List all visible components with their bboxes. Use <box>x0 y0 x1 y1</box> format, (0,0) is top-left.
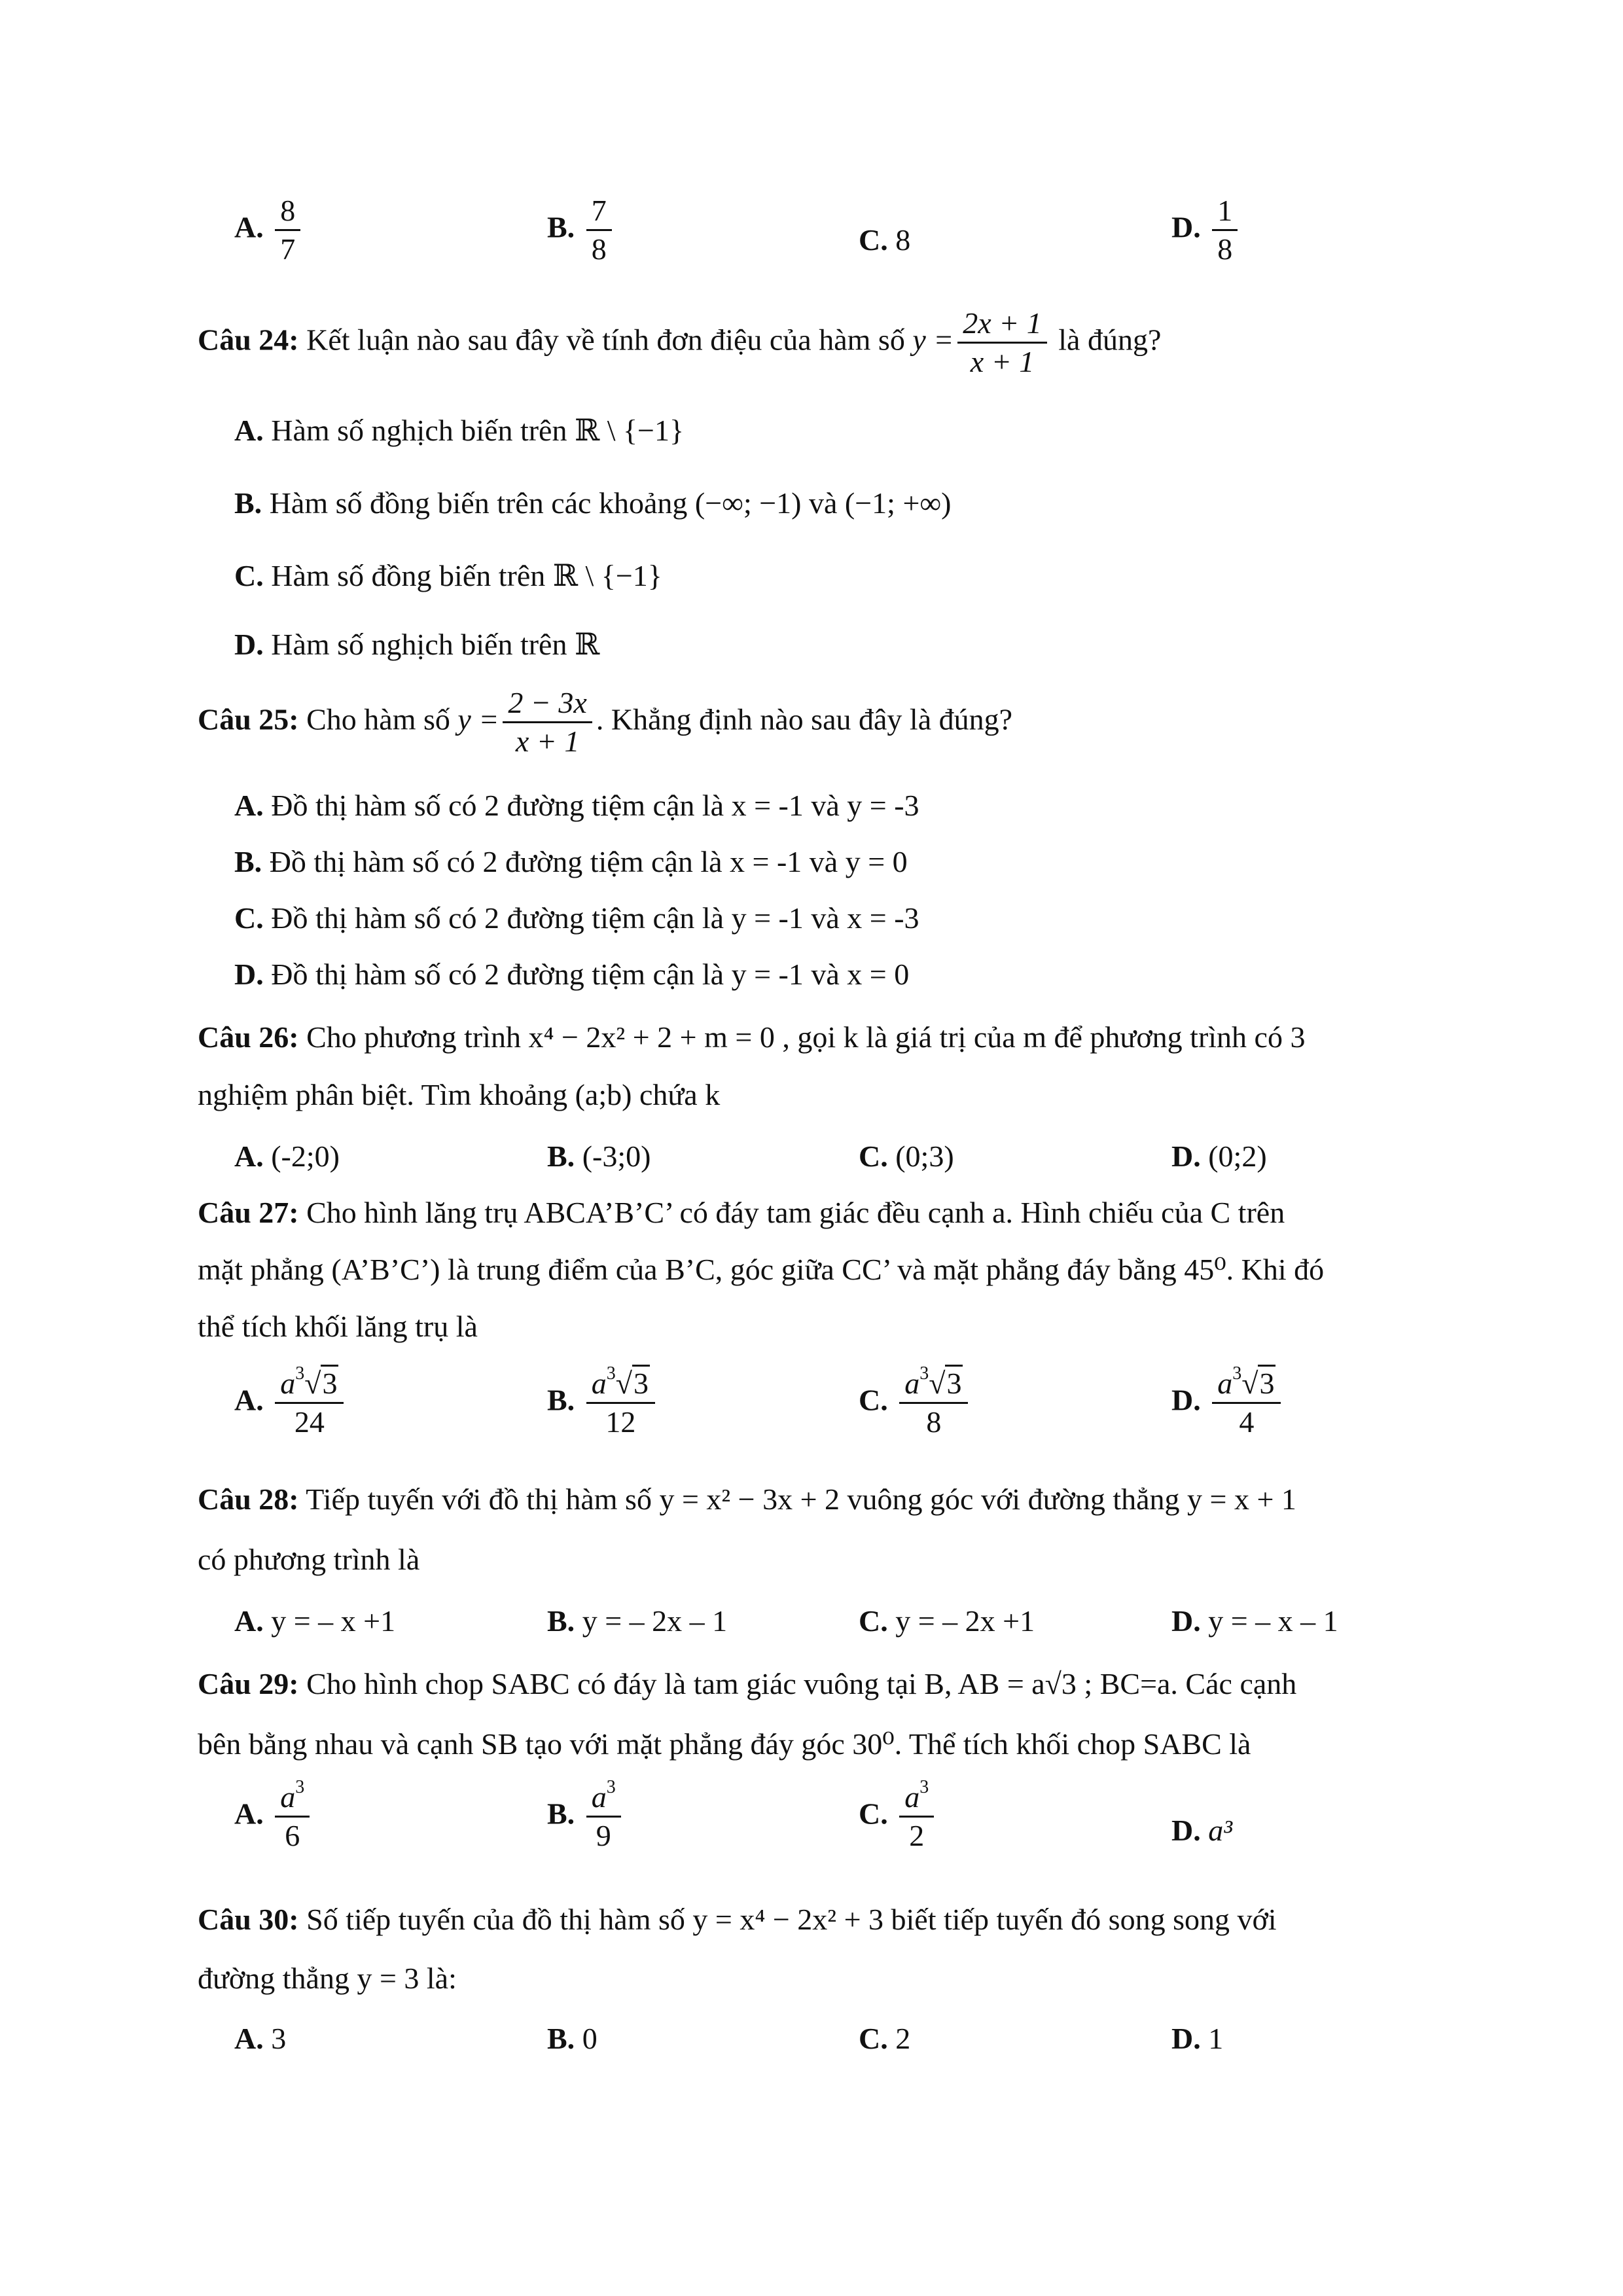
q25-option-c: C. Đồ thị hàm số có 2 đường tiệm cận là y = -1 và x = -3 <box>234 901 919 935</box>
fraction: $\frac{a^3√3}{4}$ <box>1212 1368 1281 1439</box>
fraction: $\frac{8}{7}$ <box>275 195 300 266</box>
q24-option-b: B. Hàm số đồng biến trên các khoảng (−∞; −1) và (−1; +∞) <box>234 486 952 520</box>
q26-option-b: B. (-3;0) <box>547 1139 651 1173</box>
q23-option-c: C. 8 <box>859 223 911 257</box>
q28-option-b: B. y = – 2x – 1 <box>547 1604 728 1638</box>
q29-stem-line1: Câu 29: Cho hình chop SABC có đáy là tam giác vuông tại B, AB = a√3 ; BC=a. Các cạnh <box>198 1667 1297 1700</box>
q30-option-d: D. 1 <box>1171 2022 1224 2055</box>
q23-option-a: A. $\frac{8}{7}$ <box>234 195 304 266</box>
fraction: $\frac{a^3}{2}$ <box>899 1782 934 1852</box>
q26-stem-line1: Câu 26: Cho phương trình x⁴ − 2x² + 2 + m = 0 , gọi k là giá trị của m để phương trình có 3 <box>198 1020 1306 1054</box>
q26-option-d: D. (0;2) <box>1171 1139 1267 1173</box>
fraction: $\frac{7}{8}$ <box>586 195 612 266</box>
q24-option-c: C. Hàm số đồng biến trên ℝ \ {−1} <box>234 559 662 592</box>
q26-option-a: A. (-2;0) <box>234 1139 340 1173</box>
q27-option-d: D. $\frac{a^3√3}{4}$ <box>1171 1368 1285 1439</box>
fraction: $\frac{1}{8}$ <box>1212 195 1238 266</box>
q30-stem-line2: đường thẳng y = 3 là: <box>198 1962 457 1995</box>
q24-stem: Câu 24: Kết luận nào sau đây về tính đơn điệu của hàm số y = $\frac{2x + 1}{x + 1}$ là đúng? <box>198 306 1162 379</box>
q27-stem-line2: mặt phẳng (A’B’C’) là trung điểm của B’C, góc giữa CC’ và mặt phẳng đáy bằng 45⁰. Khi đó <box>198 1253 1325 1286</box>
q30-option-b: B. 0 <box>547 2022 597 2055</box>
q28-stem-line2: có phương trình là <box>198 1543 420 1576</box>
q27-stem-line1: Câu 27: Cho hình lăng trụ ABCA’B’C’ có đáy tam giác đều cạnh a. Hình chiếu của C trên <box>198 1196 1285 1229</box>
q29-stem-line2: bên bằng nhau và cạnh SB tạo với mặt phẳng đáy góc 30⁰. Thể tích khối chop SABC là <box>198 1727 1251 1761</box>
fraction: $\frac{a^3√3}{12}$ <box>586 1368 655 1439</box>
q28-stem-line1: Câu 28: Tiếp tuyến với đồ thị hàm số y = x² − 3x + 2 vuông góc với đường thẳng y = x + 1 <box>198 1482 1296 1516</box>
q25-stem: Câu 25: Cho hàm số y = $\frac{2 - 3x}{x + 1}$ . Khẳng định nào sau đây là đúng? <box>198 686 1013 759</box>
q27-stem-line3: thể tích khối lăng trụ là <box>198 1310 478 1343</box>
fraction: $\frac{a^3√3}{8}$ <box>899 1368 968 1439</box>
q25-option-d: D. Đồ thị hàm số có 2 đường tiệm cận là y = -1 và x = 0 <box>234 958 910 991</box>
q27-option-c: C. $\frac{a^3√3}{8}$ <box>859 1368 972 1439</box>
q29-option-a: A. $\frac{a^3}{6}$ <box>234 1782 313 1852</box>
q28-option-d: D. y = – x – 1 <box>1171 1604 1338 1638</box>
q30-stem-line1: Câu 30: Số tiếp tuyến của đồ thị hàm số y = x⁴ − 2x² + 3 biết tiếp tuyến đó song song với <box>198 1903 1277 1936</box>
q30-option-c: C. 2 <box>859 2022 911 2055</box>
q27-option-b: B. $\frac{a^3√3}{12}$ <box>547 1368 659 1439</box>
q30-option-a: A. 3 <box>234 2022 287 2055</box>
q28-option-c: C. y = – 2x +1 <box>859 1604 1035 1638</box>
fraction: $\frac{2 - 3x}{x + 1}$ <box>503 687 592 758</box>
q28-option-a: A. y = – x +1 <box>234 1604 396 1638</box>
q25-option-a: A. Đồ thị hàm số có 2 đường tiệm cận là x = -1 và y = -3 <box>234 789 919 822</box>
fraction: $\frac{a^3}{9}$ <box>586 1782 621 1852</box>
fraction: $\frac{a^3}{6}$ <box>275 1782 310 1852</box>
q29-option-d: D. a³ <box>1171 1814 1233 1847</box>
q24-option-d: D. Hàm số nghịch biến trên ℝ <box>234 628 600 661</box>
q27-option-a: A. $\frac{a^3√3}{24}$ <box>234 1368 348 1439</box>
q25-option-b: B. Đồ thị hàm số có 2 đường tiệm cận là x = -1 và y = 0 <box>234 845 908 878</box>
q26-option-c: C. (0;3) <box>859 1139 954 1173</box>
q26-stem-line2: nghiệm phân biệt. Tìm khoảng (a;b) chứa k <box>198 1078 721 1111</box>
q24-option-a: A. Hàm số nghịch biến trên ℝ \ {−1} <box>234 414 685 447</box>
q29-option-c: C. $\frac{a^3}{2}$ <box>859 1782 938 1852</box>
q23-option-d: D. $\frac{1}{8}$ <box>1171 195 1241 266</box>
fraction: $\frac{2x + 1}{x + 1}$ <box>957 308 1046 378</box>
fraction: $\frac{a^3√3}{24}$ <box>275 1368 344 1439</box>
q23-option-b: B. $\frac{7}{8}$ <box>547 195 616 266</box>
q29-option-b: B. $\frac{a^3}{9}$ <box>547 1782 625 1852</box>
